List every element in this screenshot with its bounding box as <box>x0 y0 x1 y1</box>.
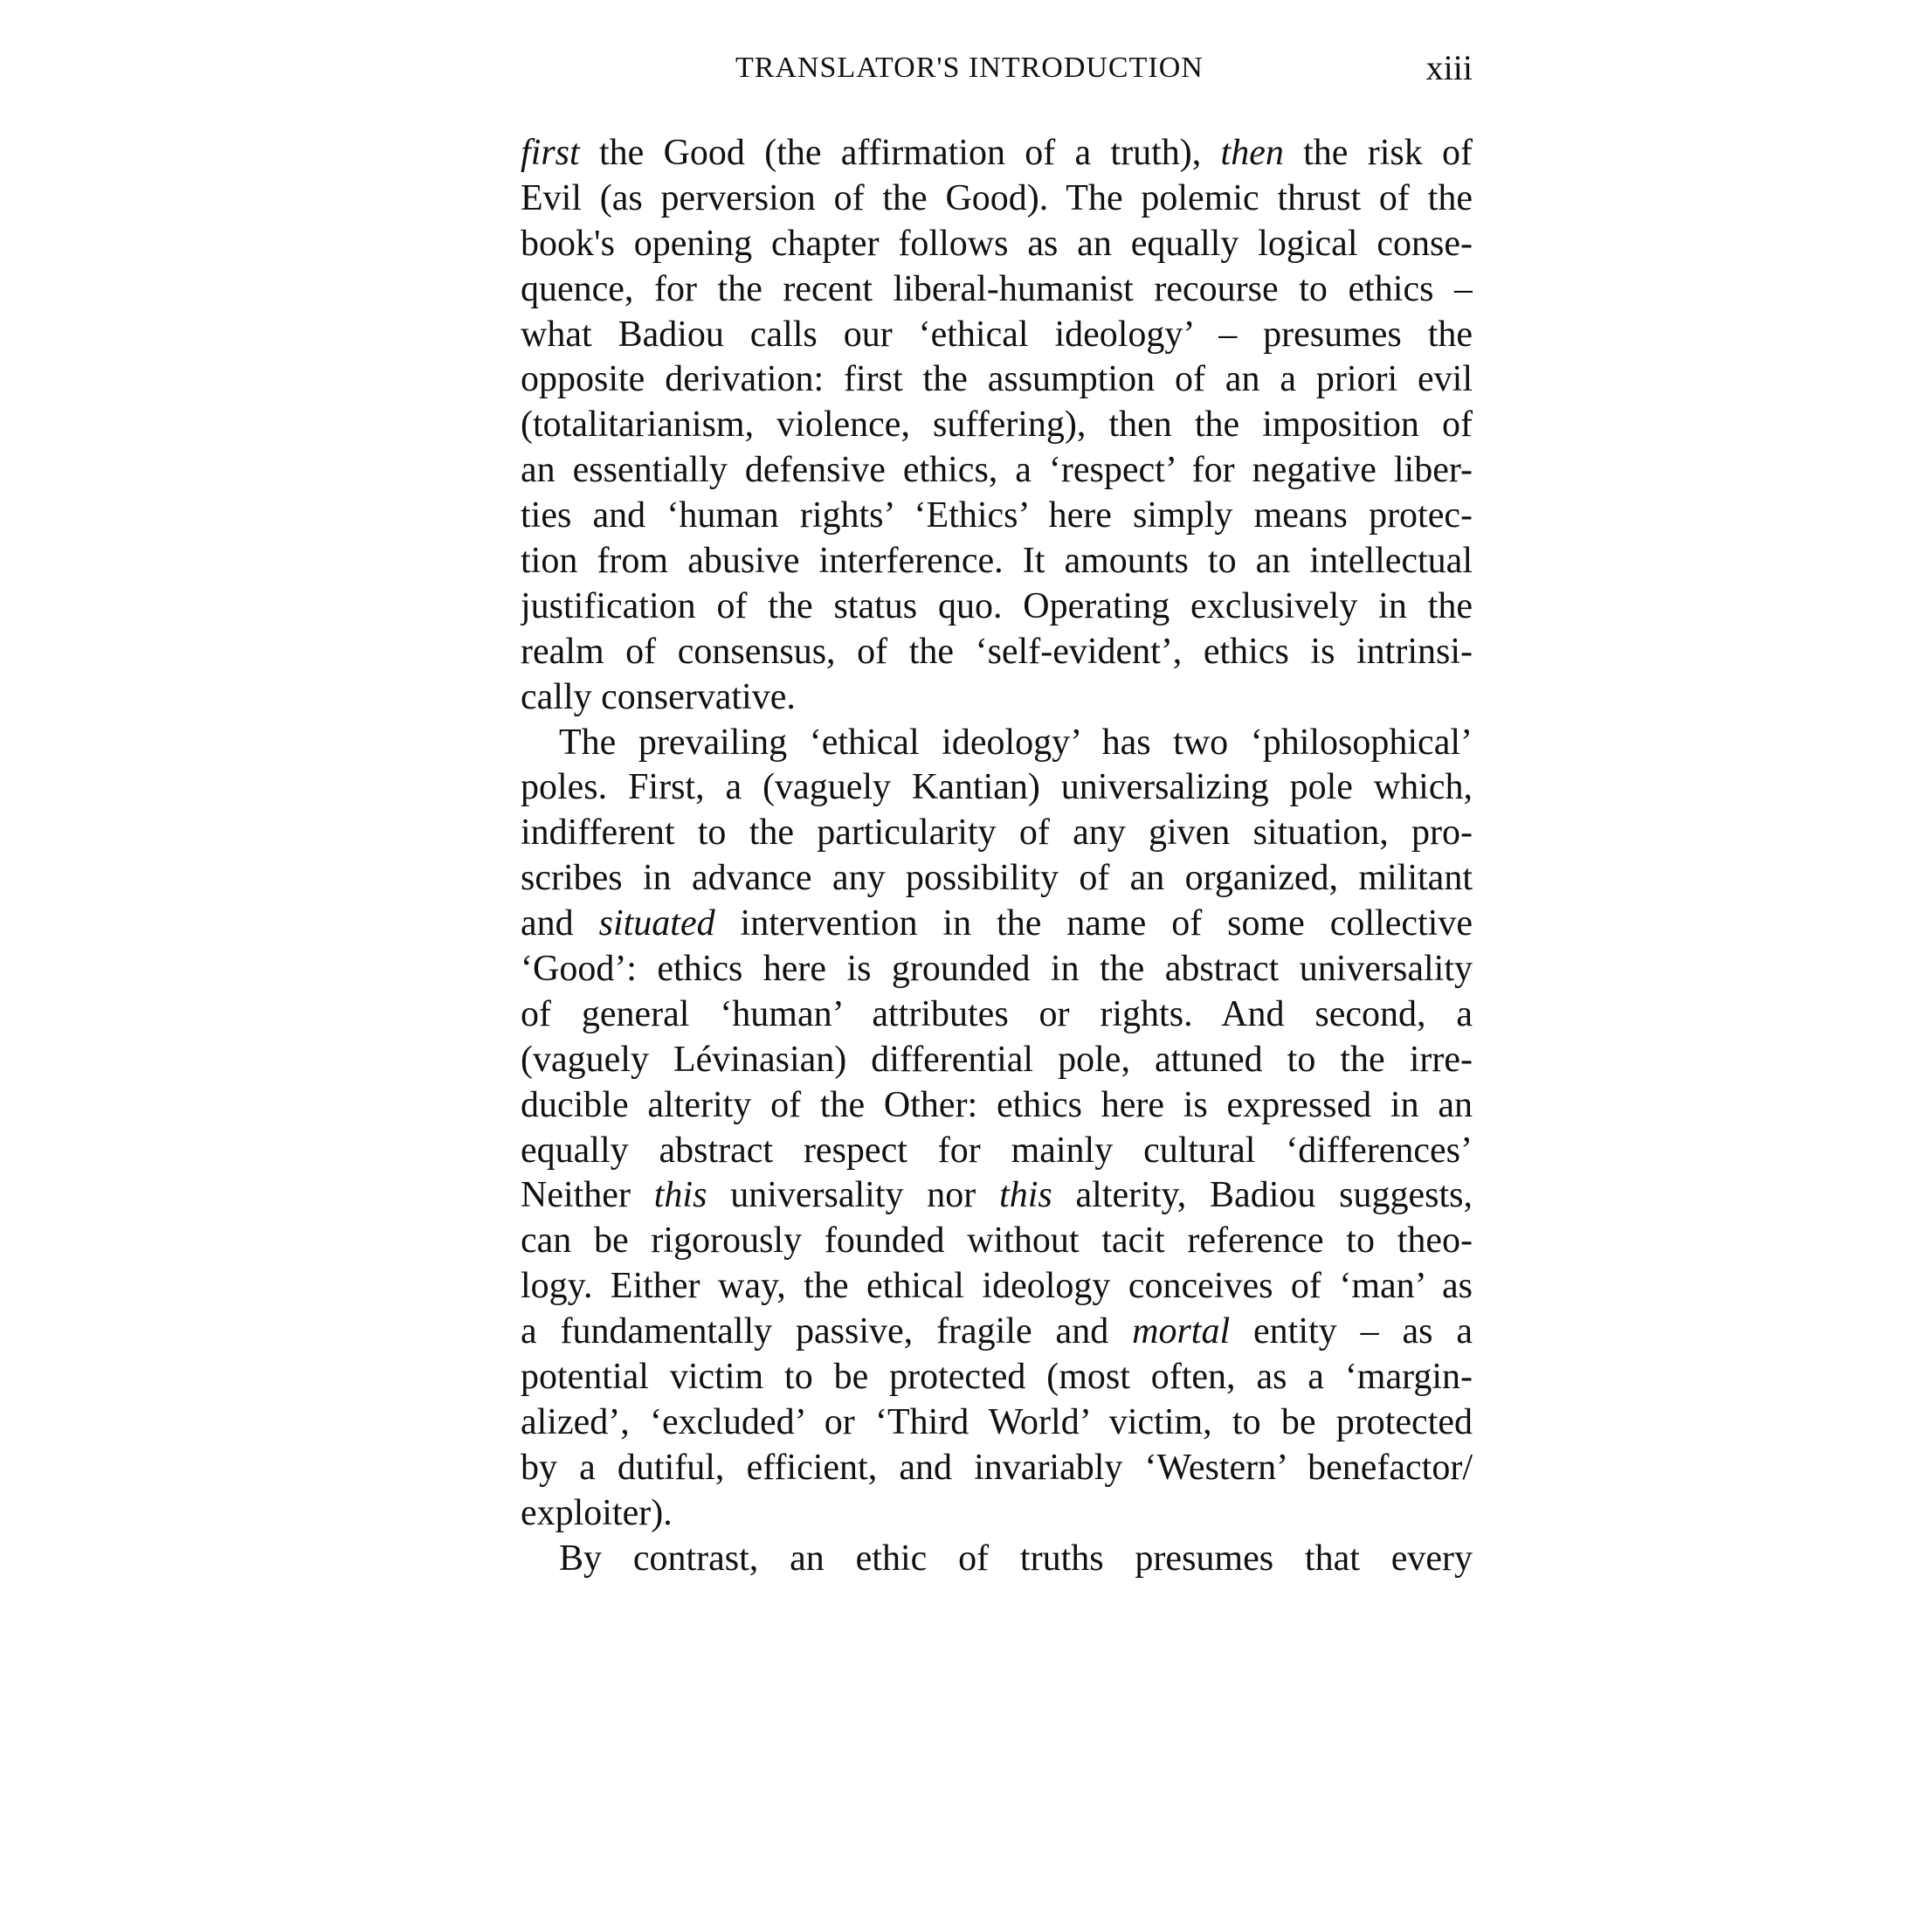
text-line <box>521 1083 1473 1129</box>
italic-text: first <box>521 133 580 173</box>
text-run: equally abstract respect for mainly cultural ‘differences’ <box>521 1130 1473 1171</box>
text-run: entity – as a <box>1230 1311 1473 1352</box>
text-line <box>521 222 1473 267</box>
text-line <box>521 313 1473 358</box>
text-run: cally conservative. <box>521 676 796 717</box>
text-line <box>521 267 1473 313</box>
text-run: tion from abusive interference. It amounts to an intellectual <box>521 541 1473 582</box>
text-line <box>521 539 1473 584</box>
text-run: can be rigorously founded without tacit reference to theo- <box>521 1220 1473 1262</box>
text-line <box>521 1537 1473 1582</box>
text-line <box>521 357 1473 403</box>
text-run: by a dutiful, efficient, and invariably ‘Western’ benefactor/ <box>521 1447 1473 1488</box>
text-line <box>521 1400 1473 1446</box>
text-run: a fundamentally passive, fragile and <box>521 1311 1133 1352</box>
text-run: Neither <box>521 1175 654 1216</box>
text-run: (vaguely Lévinasian) differential pole, attuned to the irre- <box>521 1039 1473 1080</box>
text-line <box>521 1129 1473 1174</box>
italic-text: mortal <box>1132 1311 1231 1352</box>
text-run: logy. Either way, the ethical ideology conceives of ‘man’ as <box>521 1266 1473 1307</box>
text-run: book's opening chapter follows as an equally logical conse- <box>521 223 1473 264</box>
text-run: opposite derivation: first the assumption of an a priori evil <box>521 359 1473 400</box>
body-text <box>521 131 1473 1582</box>
text-line <box>521 1355 1473 1400</box>
text-run: the risk of <box>1283 133 1473 173</box>
text-run: ties and ‘human rights’ ‘Ethics’ here simply means protec- <box>521 495 1473 536</box>
text-run: of general ‘human’ attributes or rights. And second, a <box>521 993 1473 1034</box>
text-line <box>521 494 1473 539</box>
text-run: quence, for the recent liberal-humanist recourse to ethics – <box>521 268 1473 309</box>
text-line <box>521 448 1473 494</box>
text-line <box>521 1310 1473 1355</box>
text-run: ‘Good’: ethics here is grounded in the abstract universality <box>521 949 1473 990</box>
text-line <box>521 992 1473 1038</box>
text-line <box>521 1446 1473 1491</box>
italic-text: situated <box>598 903 715 944</box>
text-line <box>521 131 1473 176</box>
text-line <box>521 856 1473 902</box>
text-run: alterity, Badiou suggests, <box>1052 1175 1473 1216</box>
text-run: the Good (the affirmation of a truth), <box>579 133 1221 173</box>
text-run: The prevailing ‘ethical ideology’ has two ‘philosophical’ <box>559 722 1473 763</box>
text-run: intervention in the name of some collective <box>714 903 1473 944</box>
text-line <box>521 902 1473 947</box>
text-line <box>521 1491 1473 1537</box>
text-run: an essentially defensive ethics, a ‘respect’ for negative liber- <box>521 450 1473 491</box>
text-line <box>521 1173 1473 1219</box>
text-run: ducible alterity of the Other: ethics here is expressed in an <box>521 1084 1473 1125</box>
text-run: alized’, ‘excluded’ or ‘Third World’ victim, to be protected <box>521 1401 1473 1442</box>
text-line <box>521 765 1473 811</box>
text-line <box>521 1038 1473 1083</box>
text-run: realm of consensus, of the ‘self-evident’, ethics is intrinsi- <box>521 631 1473 672</box>
text-run: potential victim to be protected (most often, as a ‘margin- <box>521 1357 1473 1398</box>
text-line <box>521 584 1473 630</box>
text-run: (totalitarianism, violence, suffering), then the imposition of <box>521 404 1473 446</box>
text-run: exploiter). <box>521 1492 673 1533</box>
text-run: what Badiou calls our ‘ethical ideology’ – presumes the <box>521 314 1473 355</box>
italic-text: this <box>653 1175 707 1216</box>
text-run: poles. First, a (vaguely Kantian) universalizing pole which, <box>521 767 1473 808</box>
text-run: Evil (as perversion of the Good). The polemic thrust of the <box>521 177 1473 218</box>
text-line <box>521 721 1473 766</box>
text-line <box>521 630 1473 675</box>
italic-text: this <box>999 1175 1052 1216</box>
text-run: indifferent to the particularity of any given situation, pro- <box>521 812 1473 854</box>
text-run: justification of the status quo. Operating exclusively in the <box>521 585 1473 626</box>
text-line <box>521 811 1473 856</box>
text-run: and <box>521 903 599 944</box>
text-line <box>521 947 1473 992</box>
text-line <box>521 1264 1473 1310</box>
running-head <box>521 42 1473 94</box>
text-line <box>521 1219 1473 1264</box>
text-run: scribes in advance any possibility of an organized, militant <box>521 858 1473 899</box>
text-run: By contrast, an ethic of truths presumes that every <box>559 1538 1473 1579</box>
italic-text: then <box>1220 133 1284 173</box>
text-line <box>521 675 1473 721</box>
page-number: xiii <box>1425 48 1473 87</box>
running-head-title: TRANSLATOR'S INTRODUCTION <box>735 52 1204 84</box>
text-run: universality nor <box>707 1175 1000 1216</box>
text-line <box>521 403 1473 448</box>
text-line <box>521 176 1473 222</box>
